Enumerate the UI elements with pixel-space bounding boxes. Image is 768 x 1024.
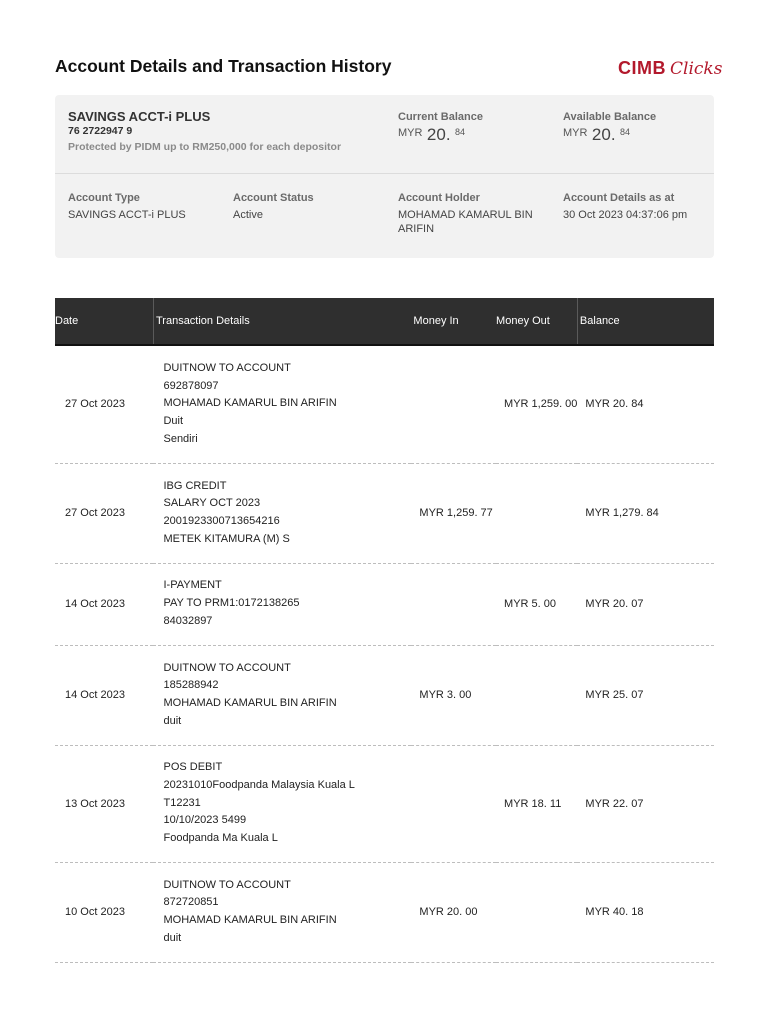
row-detail-line: 692878097 [163, 379, 219, 392]
current-balance-currency: MYR [398, 127, 423, 139]
row-detail-line: Sendiri [163, 432, 198, 445]
account-holder-label: Account Holder [398, 192, 480, 204]
account-type-value: SAVINGS ACCT-i PLUS [68, 209, 186, 221]
row-details [153, 862, 411, 962]
row-money-out: MYR 1,259. 00 [496, 345, 577, 463]
table-row [55, 345, 714, 463]
current-balance-cents: 84 [455, 127, 466, 137]
account-status-label: Account Status [233, 192, 314, 204]
account-type-label: Account Type [68, 192, 140, 204]
row-detail-line: Foodpanda Ma Kuala L [163, 832, 278, 845]
logo-main-text: CIMB [618, 58, 666, 78]
row-detail-line: 185288942 [163, 679, 219, 692]
row-detail-line: 2001923300713654216 [163, 515, 280, 527]
row-details [153, 345, 411, 463]
page-title: Account Details and Transaction History [55, 56, 392, 76]
row-balance: MYR 20. 07 [577, 563, 714, 645]
table-row [55, 862, 714, 962]
row-money-out [496, 862, 577, 962]
row-date: 27 Oct 2023 [55, 463, 153, 563]
row-detail-line: SALARY OCT 2023 [163, 497, 261, 510]
row-detail-line: 10/10/2023 5499 [163, 814, 247, 827]
account-as-at-value: 30 Oct 2023 04:37:06 pm [563, 209, 688, 221]
current-balance-label: Current Balance [398, 111, 483, 123]
current-balance-amount: 20. [426, 125, 451, 144]
available-balance-cents: 84 [620, 127, 631, 137]
row-balance: MYR 1,279. 84 [577, 463, 714, 563]
row-balance: MYR 40. 18 [577, 862, 714, 962]
pidm-protection-note: Protected by PIDM up to RM250,000 for each depositor [68, 141, 342, 153]
logo-sub-text: Clicks [670, 59, 723, 79]
row-date: 14 Oct 2023 [55, 645, 153, 745]
account-holder-value: MOHAMAD KAMARUL BIN ARIFIN [398, 209, 533, 235]
row-detail-line: MOHAMAD KAMARUL BIN ARIFIN [163, 697, 337, 709]
current-balance-value [398, 125, 465, 145]
header-balance: Balance [577, 298, 714, 345]
table-header-row [55, 298, 714, 345]
header-date: Date [55, 298, 153, 345]
available-balance-label: Available Balance [563, 111, 657, 123]
table-row [55, 463, 714, 563]
row-detail-line: PAY TO PRM1:0172138265 [163, 597, 300, 610]
row-money-in [411, 745, 496, 862]
row-detail-line: I-PAYMENT [163, 579, 222, 592]
row-money-in: MYR 3. 00 [411, 645, 496, 745]
row-balance: MYR 25. 07 [577, 645, 714, 745]
row-balance: MYR 22. 07 [577, 745, 714, 862]
table-row [55, 745, 714, 862]
row-detail-line: 84032897 [163, 614, 213, 627]
row-money-in: MYR 1,259. 77 [411, 463, 496, 563]
table-row [55, 645, 714, 745]
cimb-clicks-logo [618, 58, 722, 79]
row-detail-line: DUITNOW TO ACCOUNT [163, 361, 291, 374]
row-detail-line: DUITNOW TO ACCOUNT [163, 878, 291, 891]
row-detail-line: 872720851 [163, 896, 219, 909]
table-row [55, 563, 714, 645]
row-date: 14 Oct 2023 [55, 563, 153, 645]
row-detail-line: 20231010Foodpanda Malaysia Kuala L [163, 778, 355, 791]
row-details [153, 645, 411, 745]
row-date: 13 Oct 2023 [55, 745, 153, 862]
row-detail-line: MOHAMAD KAMARUL BIN ARIFIN [163, 397, 337, 410]
header-money-out: Money Out [496, 298, 577, 345]
account-name: SAVINGS ACCT-i PLUS [68, 109, 211, 124]
account-status-value: Active [233, 209, 263, 221]
account-summary-panel [55, 95, 714, 258]
row-money-out: MYR 5. 00 [496, 563, 577, 645]
row-detail-line: T12231 [163, 796, 201, 809]
summary-divider [55, 173, 714, 174]
row-details [153, 745, 411, 862]
row-money-out [496, 463, 577, 563]
header-details: Transaction Details [153, 298, 411, 345]
row-balance: MYR 20. 84 [577, 345, 714, 463]
account-as-at-label: Account Details as at [563, 192, 675, 204]
row-date: 27 Oct 2023 [55, 345, 153, 463]
row-detail-line: duit [163, 714, 182, 727]
row-detail-line: duit [163, 931, 182, 944]
row-money-in: MYR 20. 00 [411, 862, 496, 962]
row-money-in [411, 563, 496, 645]
row-detail-line: IBG CREDIT [163, 479, 227, 492]
row-detail-line: METEK KITAMURA (M) S [163, 532, 290, 545]
row-detail-line: POS DEBIT [163, 761, 223, 774]
row-detail-line: MOHAMAD KAMARUL BIN ARIFIN [163, 914, 337, 926]
row-details [153, 463, 411, 563]
row-date: 10 Oct 2023 [55, 862, 153, 962]
transaction-table [55, 298, 714, 963]
account-number: 76 2722947 9 [68, 125, 133, 137]
available-balance-amount: 20. [591, 125, 616, 144]
row-detail-line: DUITNOW TO ACCOUNT [163, 661, 291, 674]
header-money-in: Money In [411, 298, 496, 345]
row-money-in [411, 345, 496, 463]
row-money-out [496, 645, 577, 745]
row-details [153, 563, 411, 645]
available-balance-value [563, 125, 630, 145]
row-detail-line: Duit [163, 415, 184, 428]
available-balance-currency: MYR [563, 127, 588, 139]
row-money-out: MYR 18. 11 [496, 745, 577, 862]
